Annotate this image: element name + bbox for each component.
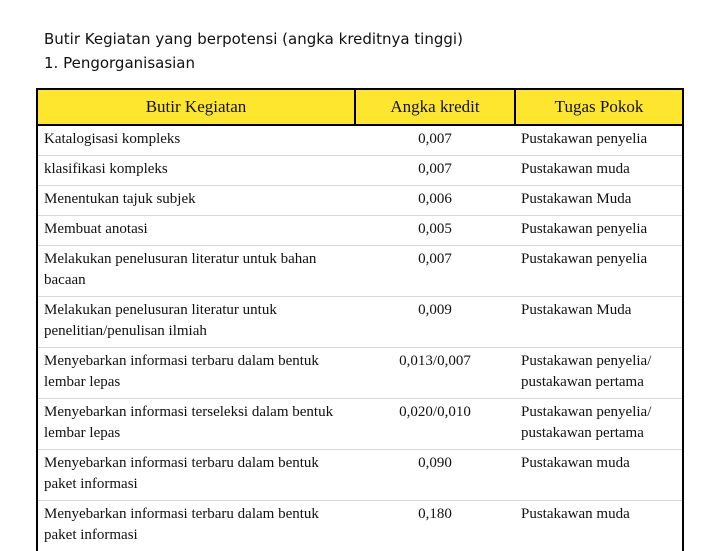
header-angka-kredit: Angka kredit <box>355 89 515 125</box>
table-row <box>37 216 683 246</box>
cell-angka: 0,007 <box>355 125 515 156</box>
cell-tugas: Pustakawan penyelia <box>515 216 683 246</box>
table-header-row <box>37 89 683 125</box>
cell-tugas: Pustakawan muda <box>515 156 683 186</box>
page-heading <box>44 27 463 75</box>
cell-angka: 0,020/0,010 <box>355 399 515 450</box>
cell-butir: Menyebarkan informasi terbaru dalam bentuk lembar lepas <box>37 348 355 399</box>
cell-butir: Melakukan penelusuran literatur untuk bahan bacaan <box>37 246 355 297</box>
cell-tugas: Pustakawan Muda <box>515 297 683 348</box>
cell-angka: 0,009 <box>355 297 515 348</box>
table-row <box>37 186 683 216</box>
cell-butir: klasifikasi kompleks <box>37 156 355 186</box>
page-subtitle: 1. Pengorganisasian <box>44 51 463 75</box>
cell-angka: 0,013/0,007 <box>355 348 515 399</box>
cell-tugas: Pustakawan muda <box>515 450 683 501</box>
cell-tugas: Pustakawan penyelia/ pustakawan pertama <box>515 348 683 399</box>
table-row <box>37 450 683 501</box>
cell-butir: Menyebarkan informasi terbaru dalam bentuk paket informasi <box>37 501 355 551</box>
table-row <box>37 399 683 450</box>
cell-angka: 0,180 <box>355 501 515 551</box>
cell-angka: 0,005 <box>355 216 515 246</box>
cell-butir: Menyebarkan informasi terbaru dalam bentuk paket informasi <box>37 450 355 501</box>
table-row <box>37 125 683 156</box>
cell-tugas: Pustakawan Muda <box>515 186 683 216</box>
cell-angka: 0,007 <box>355 246 515 297</box>
header-butir-kegiatan: Butir Kegiatan <box>37 89 355 125</box>
cell-butir: Menyebarkan informasi terseleksi dalam bentuk lembar lepas <box>37 399 355 450</box>
cell-angka: 0,006 <box>355 186 515 216</box>
cell-tugas: Pustakawan penyelia <box>515 246 683 297</box>
cell-butir: Melakukan penelusuran literatur untuk penelitian/penulisan ilmiah <box>37 297 355 348</box>
table-row <box>37 246 683 297</box>
credit-table <box>36 88 684 551</box>
page-title: Butir Kegiatan yang berpotensi (angka kreditnya tinggi) <box>44 27 463 51</box>
header-tugas-pokok: Tugas Pokok <box>515 89 683 125</box>
table-row <box>37 348 683 399</box>
table-row <box>37 297 683 348</box>
cell-butir: Katalogisasi kompleks <box>37 125 355 156</box>
table-row <box>37 501 683 551</box>
cell-angka: 0,007 <box>355 156 515 186</box>
cell-tugas: Pustakawan penyelia/ pustakawan pertama <box>515 399 683 450</box>
cell-butir: Membuat anotasi <box>37 216 355 246</box>
cell-butir: Menentukan tajuk subjek <box>37 186 355 216</box>
cell-tugas: Pustakawan muda <box>515 501 683 551</box>
cell-angka: 0,090 <box>355 450 515 501</box>
table-row <box>37 156 683 186</box>
cell-tugas: Pustakawan penyelia <box>515 125 683 156</box>
